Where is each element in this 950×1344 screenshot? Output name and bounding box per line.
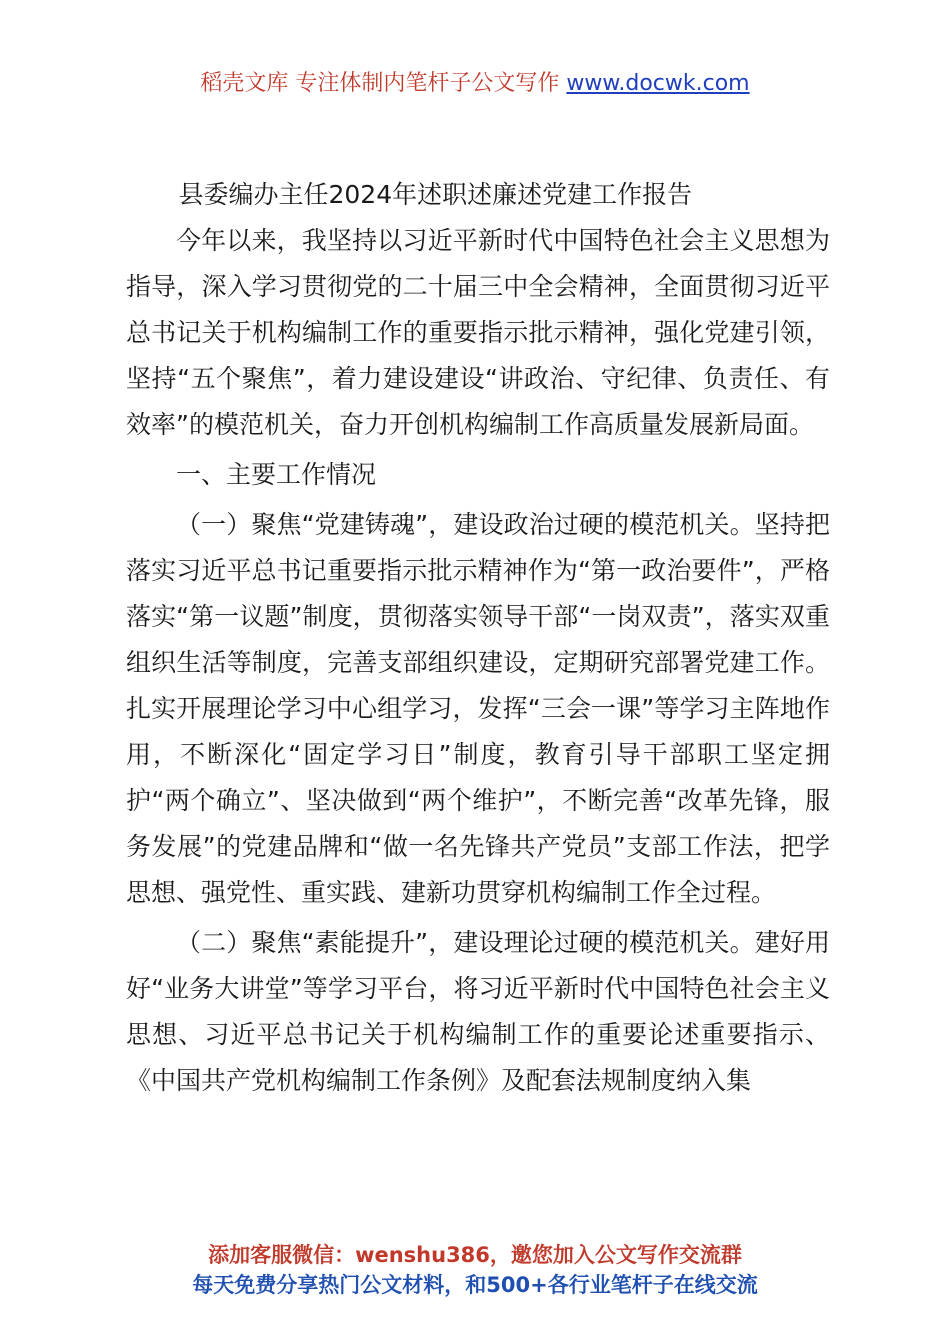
paragraph-party-building: （一）聚焦“党建铸魂”，建设政治过硬的模范机关。坚持把落实习近平总书记重要指示批示精神作为“第一政治要件”，严格落实“第一议题”制度，贯彻落实领导干部“一岗双责”，落实双重组织生活等制度，完善支部组织建设，定期研究部署党建工作。扎实开展理论学习中心组学习，发挥“三会一课”等学习主阵地作用，不断深化“固定学习日”制度，教育引导干部职工坚定拥护“两个确立”、坚决做到“两个维护”，不断完善“改革先锋，服务发展”的党建品牌和“做一名先锋共产党员”支部工作法，把学思想、强党性、重实践、建新功贯穿机构编制工作全过程。 <box>126 510 830 907</box>
section-heading-main-work: 一、主要工作情况 <box>176 460 377 489</box>
intro-paragraph: 今年以来，我坚持以习近平新时代中国特色社会主义思想为指导，深入学习贯彻党的二十届三中全会精神，全面贯彻习近平总书记关于机构编制工作的重要指示批示精神，强化党建引领，坚持“五个聚焦”，着力建设建设“讲政治、守纪律、负责任、有效率”的模范机关，奋力开创机构编制工作高质量发展新局面。 <box>126 226 830 439</box>
site-header <box>0 68 950 100</box>
footer-wechat-line: 添加客服微信：wenshu386，邀您加入公文写作交流群 <box>208 1243 742 1267</box>
footer-share-line: 每天免费分享热门公文材料，和500+各行业笔杆子在线交流 <box>192 1273 758 1297</box>
paragraph-capability: （二）聚焦“素能提升”，建设理论过硬的模范机关。建好用好“业务大讲堂”等学习平台，将习近平新时代中国特色社会主义思想、习近平总书记关于机构编制工作的重要论述重要指示、《中国共产党机构编制工作条例》及配套法规制度纳入集 <box>126 928 830 1095</box>
site-url-link[interactable]: www.docwk.com <box>566 71 750 96</box>
document-body <box>126 172 830 1104</box>
site-name: 稻壳文库 专注体制内笔杆子公文写作 <box>200 71 560 96</box>
document-title: 县委编办主任2024年述职述廉述党建工作报告 <box>178 180 693 209</box>
